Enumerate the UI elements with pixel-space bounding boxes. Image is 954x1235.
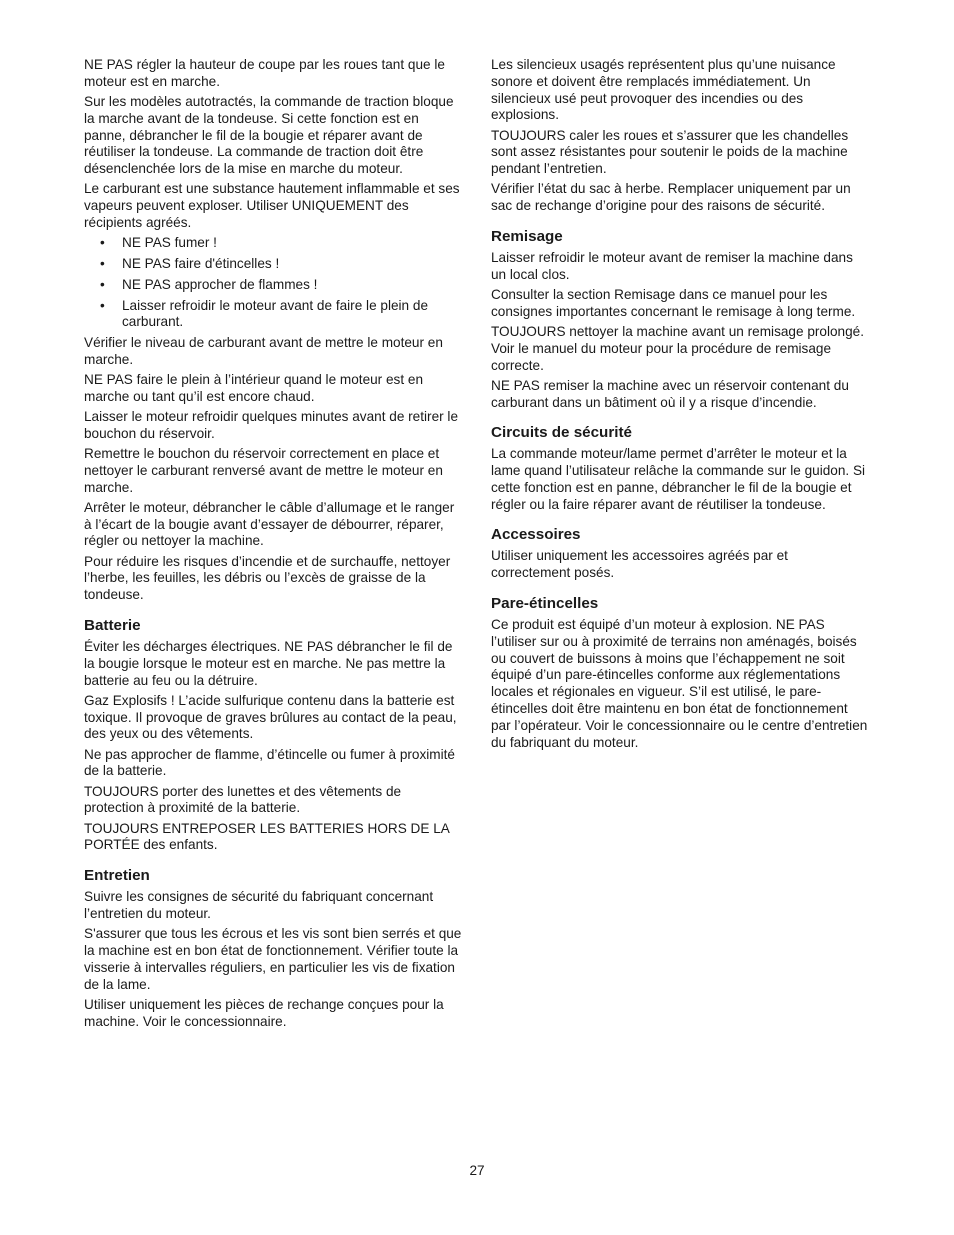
paragraph-wheel-chocks: TOUJOURS caler les roues et s’assurer que les chandelles sont assez résistantes pour soutenir le poids de la machine pendant l’entretien. xyxy=(491,127,849,177)
paragraph-storage-cool: Laisser refroidir le moteur avant de remiser la machine dans un local clos. xyxy=(491,249,853,282)
paragraph-battery-flame: Ne pas approcher de flamme, d’étincelle ou fumer à proximité de la batterie. xyxy=(84,746,455,779)
list-item: • Laisser refroidir le moteur avant de faire le plein de carburant. xyxy=(84,298,462,332)
paragraph-traction-control: Sur les modèles autotractés, la commande de traction bloque la marche avant de la tondeuse. Si cette fonction est en panne, débrancher le fil de la bougie et réparer avant de réutiliser la tondeuse. La commande de traction doit être désenclenchée lors de la mise en marche du moteur. xyxy=(84,93,454,177)
section-heading-pare-etincelles: Pare-étincelles xyxy=(491,595,599,613)
section-heading-entretien: Entretien xyxy=(84,867,150,885)
paragraph-no-indoor-refuel: NE PAS faire le plein à l’intérieur quand le moteur est en marche ou tant qu’il est encore chaud. xyxy=(84,372,424,404)
paragraph-safety-circuits: La commande moteur/lame permet d’arrêter le moteur et la lame quand l’utilisateur relâche la commande sur le guidon. Si cette fonction est en panne, débrancher le fil de la bougie et régler ou la faire réparer avant de réutiliser la tondeuse. xyxy=(491,446,866,512)
list-item: • NE PAS approcher de flammes ! xyxy=(84,277,462,294)
section-heading-circuits: Circuits de sécurité xyxy=(491,424,632,442)
paragraph-check-fuel: Vérifier le niveau de carburant avant de mettre le moteur en marche. xyxy=(84,335,443,367)
paragraph-storage-clean: TOUJOURS nettoyer la machine avant un remisage prolongé. Voir le manuel du moteur pour la procédure de remisage correcte. xyxy=(491,323,865,373)
paragraph-muffler: Les silencieux usagés représentent plus qu’une nuisance sonore et doivent être remplacés immédiatement. Un silencieux usé peut provoquer des incendies ou des explosions. xyxy=(491,57,836,123)
paragraph-maintenance-bolts: S'assurer que tous les écrous et les vis sont bien serrés et que la machine est en bon état de fonctionnement. Vérifier toute la visserie à intervalles réguliers, en particulier les vis de fixation de la lame. xyxy=(84,926,462,992)
paragraph-grass-bag: Vérifier l’état du sac à herbe. Remplacer uniquement par un sac de rechange d’origine pour des raisons de sécurité. xyxy=(491,181,851,214)
right-column xyxy=(491,57,869,755)
fuel-safety-list xyxy=(84,235,462,331)
paragraph-battery-protection: TOUJOURS porter des lunettes et des vêtements de protection à proximité de la batterie. xyxy=(84,783,402,816)
paragraph-cool-engine: Laisser le moteur refroidir quelques minutes avant de retirer le bouchon du réservoir. xyxy=(84,409,459,441)
list-item: • NE PAS faire d'étincelles ! xyxy=(84,256,462,273)
paragraph-storage-section: Consulter la section Remisage dans ce manuel pour les consignes importantes concernant le remisage à long terme. xyxy=(491,286,856,319)
paragraph-maintenance-parts: Utiliser uniquement les pièces de rechange conçues pour la machine. Voir le concessionnaire. xyxy=(84,996,444,1029)
paragraph-storage-fuel: NE PAS remiser la machine avec un réservoir contenant du carburant dans un bâtiment où il y a risque d’incendie. xyxy=(491,377,849,410)
list-item: • NE PAS fumer ! xyxy=(84,235,462,252)
paragraph-battery-shock: Éviter les décharges électriques. NE PAS débrancher le fil de la bougie lorsque le moteur est en marche. Ne pas mettre la batterie au feu ou la détruire. xyxy=(84,639,453,688)
page-number: 27 xyxy=(469,1163,485,1178)
paragraph-fire-risk: Pour réduire les risques d’incendie et de surchauffe, nettoyer l’herbe, les feuilles, les débris ou l’excès de graisse de la tondeuse. xyxy=(84,553,451,603)
left-column xyxy=(84,57,462,1034)
paragraph-fuel-warning: Le carburant est une substance hautement inflammable et ses vapeurs peuvent exploser. Utiliser UNIQUEMENT des récipients agréés. xyxy=(84,181,460,230)
section-heading-batterie: Batterie xyxy=(84,617,141,635)
paragraph-maintenance-rules: Suivre les consignes de sécurité du fabriquant concernant l’entretien du moteur. xyxy=(84,889,434,921)
paragraph-accessories: Utiliser uniquement les accessoires agréés par et correctement posés. xyxy=(491,548,788,581)
paragraph-stop-engine: Arrêter le moteur, débrancher le câble d’allumage et le ranger à l’écart de la bougie avant d’essayer de débourrer, réparer, régler ou nettoyer la machine. xyxy=(84,499,455,549)
paragraph-replace-cap: Remettre le bouchon du réservoir correctement en place et nettoyer le carburant renversé avant de mettre le moteur en marche. xyxy=(84,446,443,495)
section-heading-accessoires: Accessoires xyxy=(491,526,581,544)
paragraph-spark-arrester: Ce produit est équipé d’un moteur à explosion. NE PAS l’utiliser sur ou à proximité de terrains non aménagés, boisés ou couvert de buissons à moins que l’échappement ne soit équipé d’un pare-étincelles conforme aux réglementations locales et régionales en vigueur. S’il est utilisé, le pare-étincelles doit être maintenu en bon état de fonctionnement par l’opérateur. Voir le concessionnaire ou le centre d’entretien du fabriquant du moteur. xyxy=(491,617,868,750)
section-heading-remisage: Remisage xyxy=(491,227,563,245)
paragraph-battery-gas: Gaz Explosifs ! L’acide sulfurique contenu dans la batterie est toxique. Il provoque de graves brûlures au contact de la peau, des yeux ou des vêtements. xyxy=(84,692,457,742)
paragraph-battery-storage: TOUJOURS ENTREPOSER LES BATTERIES HORS DE LA PORTÉE des enfants. xyxy=(84,820,450,853)
paragraph-cutting-height: NE PAS régler la hauteur de coupe par les roues tant que le moteur est en marche. xyxy=(84,57,445,89)
